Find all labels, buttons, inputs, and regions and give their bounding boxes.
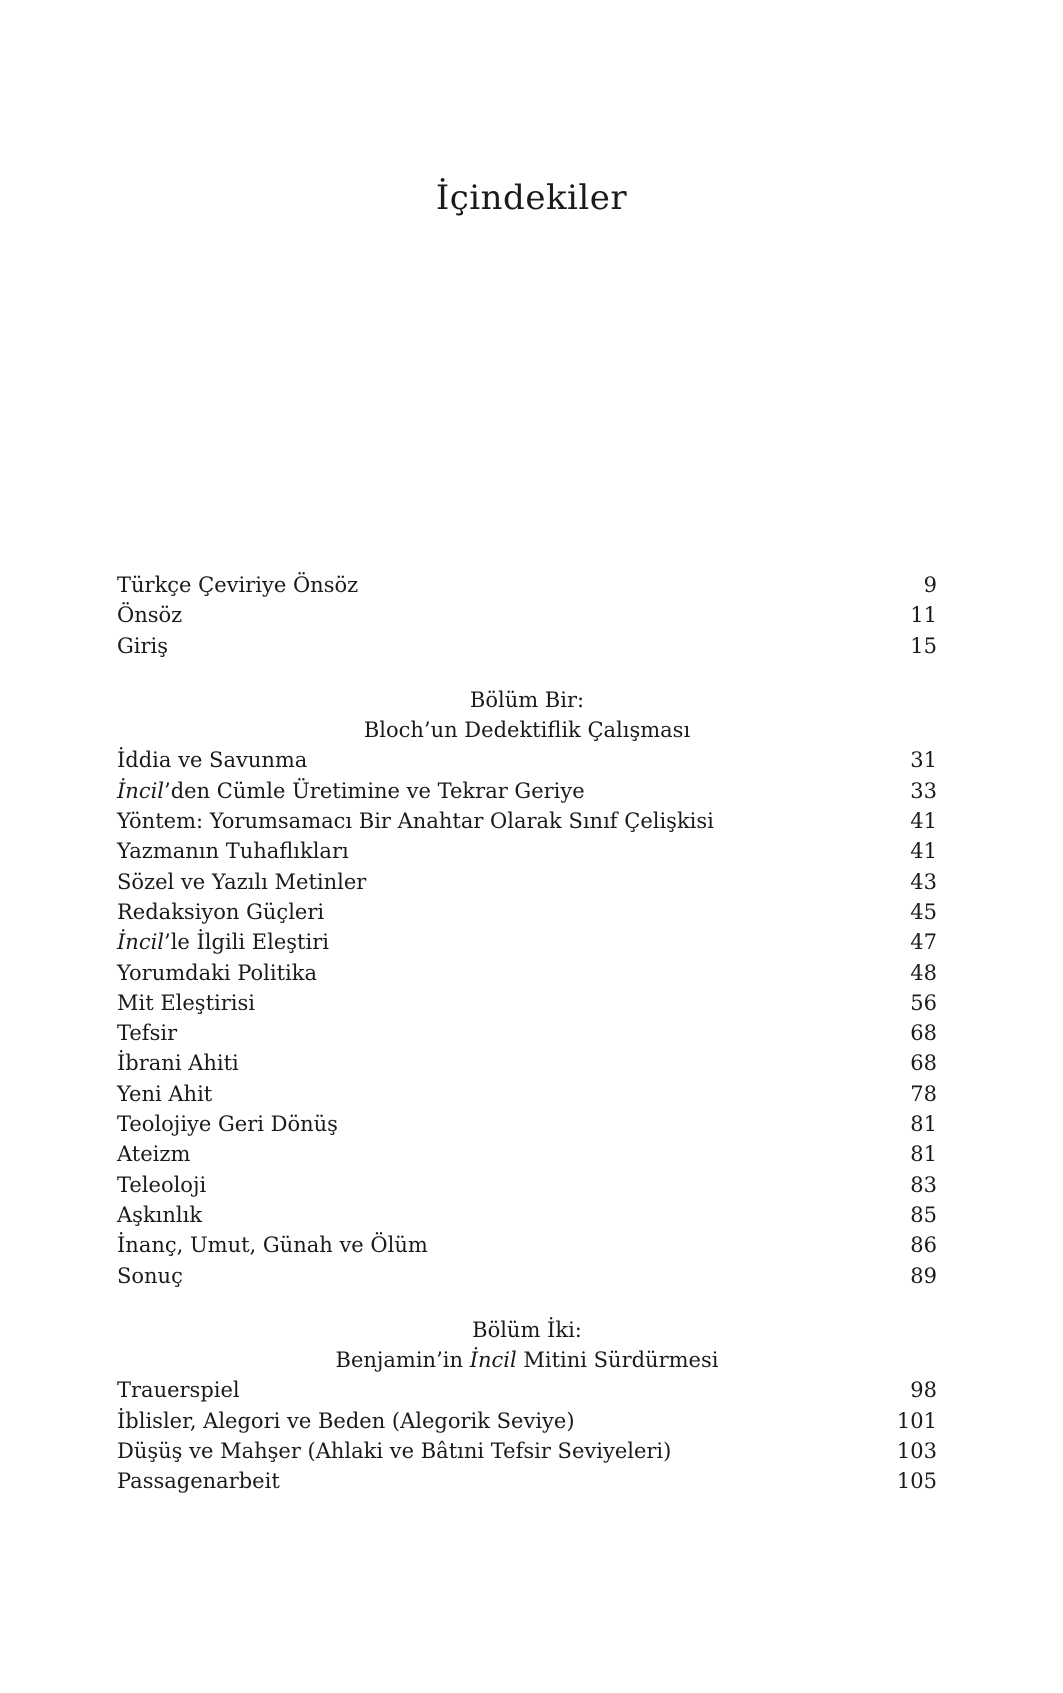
toc-entry[interactable] bbox=[117, 806, 937, 836]
toc-entry[interactable] bbox=[117, 988, 937, 1018]
toc-entry-page: 45 bbox=[910, 899, 937, 924]
toc-entry-page: 103 bbox=[896, 1439, 937, 1464]
toc-entry-onsoz[interactable] bbox=[117, 600, 937, 630]
table-of-contents bbox=[117, 570, 937, 1497]
toc-entry[interactable] bbox=[117, 1139, 937, 1169]
toc-entry-page: 43 bbox=[910, 869, 937, 894]
toc-entry[interactable] bbox=[117, 836, 937, 866]
toc-entry-page: 9 bbox=[923, 573, 937, 597]
toc-entry-title: Yazmanın Tuhaflıkları bbox=[117, 839, 349, 864]
toc-entry[interactable] bbox=[117, 927, 937, 957]
page-title: İçindekiler bbox=[435, 178, 628, 218]
chapter-1-subtitle: Bloch’un Dedektiflik Çalışması bbox=[363, 718, 691, 743]
toc-entry-title: Düşüş ve Mahşer (Ahlaki ve Bâtıni Tefsir Seviyeleri) bbox=[117, 1439, 672, 1464]
toc-entry-title: Passagenarbeit bbox=[117, 1469, 280, 1494]
spacer bbox=[117, 1291, 937, 1315]
toc-entry-title: Aşkınlık bbox=[117, 1202, 203, 1227]
toc-entry[interactable] bbox=[117, 1018, 937, 1048]
toc-entry-title: Trauerspiel bbox=[117, 1378, 240, 1403]
toc-entry-title: Türkçe Çeviriye Önsöz bbox=[117, 573, 359, 597]
toc-entry-title: İbrani Ahiti bbox=[117, 1051, 239, 1076]
toc-entry-page: 105 bbox=[896, 1469, 937, 1494]
toc-entry-page: 41 bbox=[910, 809, 937, 834]
toc-entry[interactable] bbox=[117, 867, 937, 897]
toc-entry[interactable] bbox=[117, 1466, 937, 1496]
toc-entry-title: Tefsir bbox=[117, 1021, 178, 1046]
toc-entry[interactable] bbox=[117, 1048, 937, 1078]
toc-entry-giris[interactable] bbox=[117, 631, 937, 661]
spacer bbox=[117, 661, 937, 685]
italic-title-part: İncil bbox=[117, 778, 165, 803]
toc-entry-page: 85 bbox=[910, 1202, 937, 1227]
subtitle-post: Mitini Sürdürmesi bbox=[516, 1348, 719, 1373]
toc-entry-title: Giriş bbox=[117, 633, 169, 658]
toc-entry-page: 31 bbox=[910, 748, 937, 773]
toc-entry-page: 41 bbox=[910, 839, 937, 864]
toc-entry[interactable] bbox=[117, 1406, 937, 1436]
toc-entry-page: 33 bbox=[910, 778, 937, 803]
chapter-2-subtitle bbox=[117, 1345, 937, 1375]
toc-entry[interactable] bbox=[117, 1109, 937, 1139]
toc-entry-title: Mit Eleştirisi bbox=[117, 990, 255, 1015]
toc-entry[interactable] bbox=[117, 1079, 937, 1109]
toc-entry-page: 86 bbox=[910, 1233, 937, 1258]
chapter-1-label: Bölüm Bir: bbox=[469, 687, 585, 712]
toc-entry[interactable] bbox=[117, 958, 937, 988]
title-rest: ’le İlgili Eleştiri bbox=[164, 930, 329, 955]
toc-entry-page: 68 bbox=[910, 1051, 937, 1076]
toc-entry-page: 89 bbox=[910, 1263, 937, 1288]
subtitle-italic: İncil bbox=[469, 1348, 517, 1373]
toc-entry-title: Önsöz bbox=[117, 603, 183, 628]
toc-entry-page: 15 bbox=[910, 633, 937, 658]
toc-entry[interactable] bbox=[117, 1200, 937, 1230]
toc-entry-title: Yeni Ahit bbox=[117, 1081, 213, 1106]
toc-entry-title: İnanç, Umut, Günah ve Ölüm bbox=[117, 1233, 428, 1258]
chapter-2-label: Bölüm İki: bbox=[472, 1317, 582, 1342]
toc-entry-title: Redaksiyon Güçleri bbox=[117, 899, 325, 924]
toc-entry-page: 81 bbox=[910, 1142, 937, 1167]
toc-entry[interactable] bbox=[117, 1170, 937, 1200]
toc-entry-title: Yöntem: Yorumsamacı Bir Anahtar Olarak Sınıf Çelişkisi bbox=[117, 809, 714, 834]
toc-entry-turkce-ceviriye-onsoz[interactable] bbox=[117, 570, 937, 600]
toc-entry-page: 56 bbox=[910, 990, 937, 1015]
toc-entry-title: Teleoloji bbox=[117, 1172, 207, 1197]
toc-entry-page: 47 bbox=[910, 930, 937, 955]
toc-entry-title bbox=[117, 927, 329, 957]
subtitle-pre: Benjamin’in bbox=[335, 1348, 470, 1373]
italic-title-part: İncil bbox=[117, 930, 165, 955]
toc-entry-page: 98 bbox=[910, 1378, 937, 1403]
toc-entry-page: 81 bbox=[910, 1112, 937, 1137]
toc-entry-title bbox=[117, 776, 585, 806]
title-rest: ’den Cümle Üretimine ve Tekrar Geriye bbox=[164, 778, 585, 803]
toc-entry[interactable] bbox=[117, 1436, 937, 1466]
toc-entry-title: Sonuç bbox=[117, 1263, 183, 1288]
toc-entry-title: Teolojiye Geri Dönüş bbox=[117, 1112, 338, 1137]
toc-entry-page: 48 bbox=[910, 960, 937, 985]
toc-entry-title: İblisler, Alegori ve Beden (Alegorik Seviye) bbox=[117, 1408, 575, 1433]
toc-entry[interactable] bbox=[117, 897, 937, 927]
toc-entry-page: 83 bbox=[910, 1172, 937, 1197]
toc-entry-title: Sözel ve Yazılı Metinler bbox=[117, 869, 367, 894]
toc-entry-title: Ateizm bbox=[117, 1142, 191, 1167]
toc-entry-title: İddia ve Savunma bbox=[117, 748, 308, 773]
toc-entry[interactable] bbox=[117, 745, 937, 775]
toc-entry[interactable] bbox=[117, 776, 937, 806]
toc-entry-title: Yorumdaki Politika bbox=[117, 960, 317, 985]
toc-entry-page: 101 bbox=[896, 1408, 937, 1433]
toc-entry[interactable] bbox=[117, 1261, 937, 1291]
toc-entry-page: 11 bbox=[910, 603, 937, 628]
toc-entry[interactable] bbox=[117, 1375, 937, 1405]
toc-entry-page: 78 bbox=[910, 1081, 937, 1106]
toc-entry[interactable] bbox=[117, 1230, 937, 1260]
toc-entry-page: 68 bbox=[910, 1021, 937, 1046]
